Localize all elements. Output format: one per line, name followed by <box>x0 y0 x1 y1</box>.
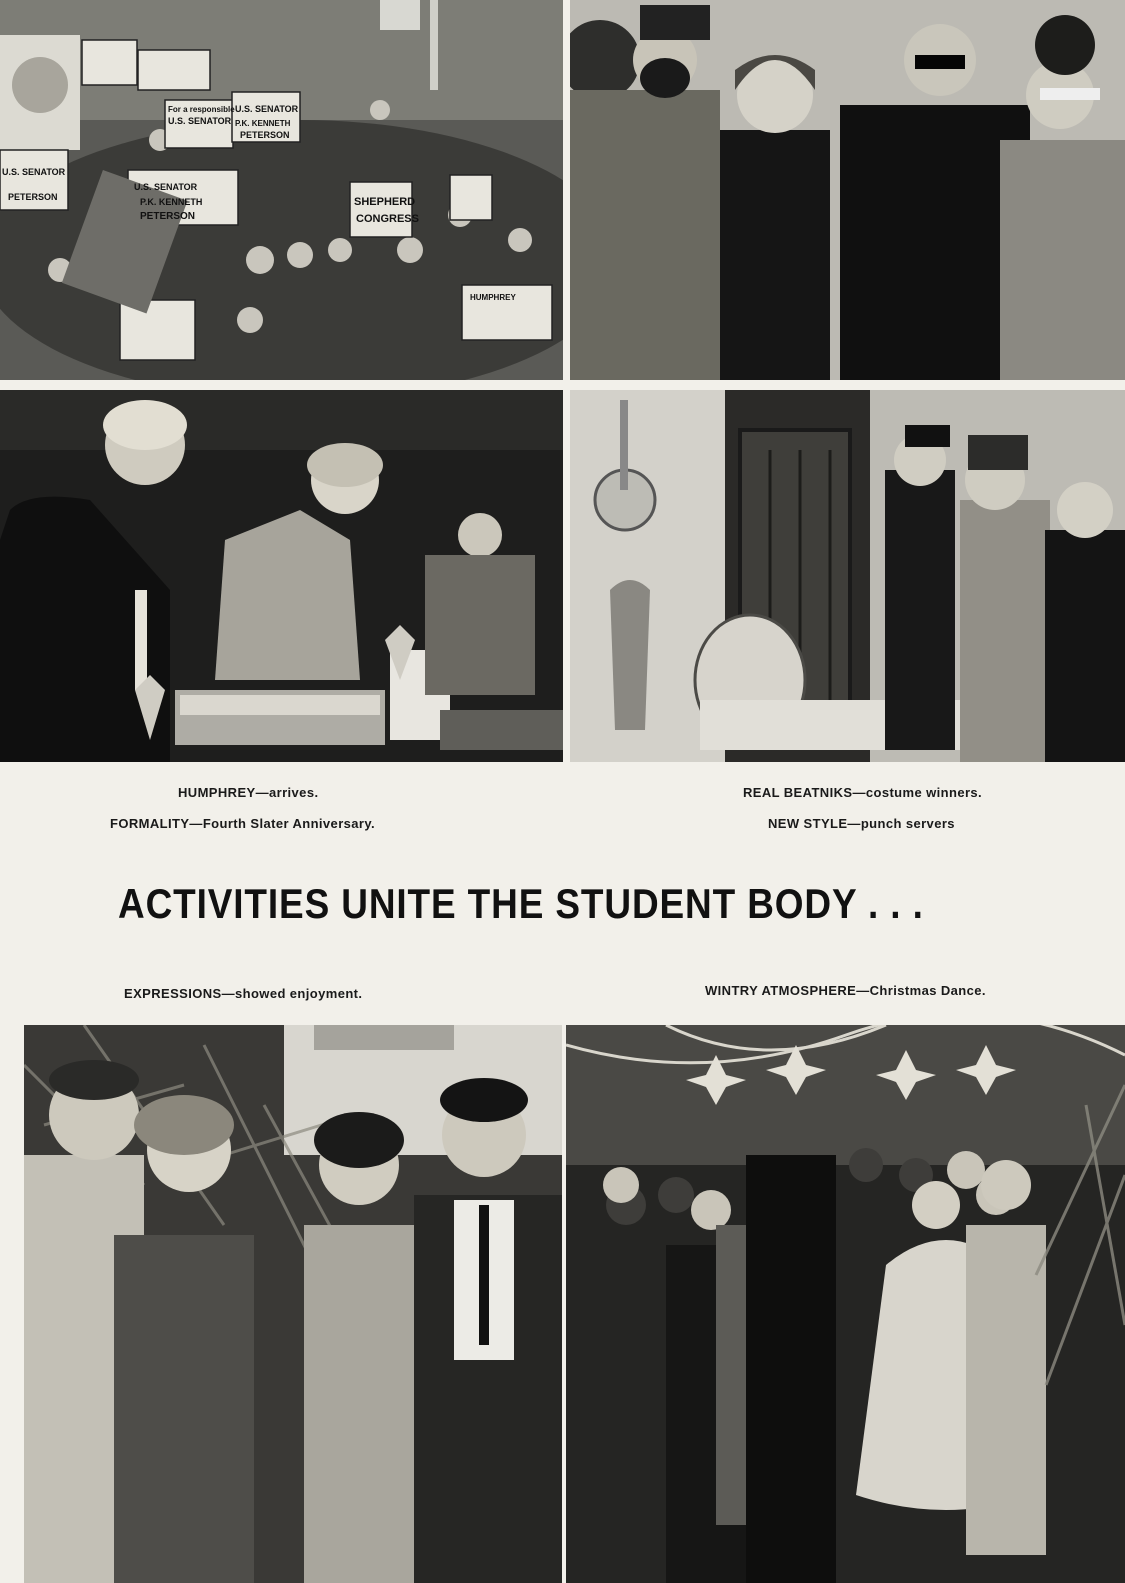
svg-text:CONGRESS: CONGRESS <box>356 213 419 225</box>
photo-slater-anniversary <box>0 390 563 762</box>
caption-expressions: EXPRESSIONS—showed enjoyment. <box>124 986 363 1001</box>
svg-text:U.S. SENATOR: U.S. SENATOR <box>134 182 198 192</box>
svg-text:HUMPHREY: HUMPHREY <box>470 293 516 302</box>
photo-beatnik-costumes <box>570 0 1125 380</box>
svg-text:PETERSON: PETERSON <box>8 192 58 202</box>
caption-punch-servers: NEW STYLE—punch servers <box>768 816 955 831</box>
svg-text:PETERSON: PETERSON <box>140 211 196 222</box>
caption-formality: FORMALITY—Fourth Slater Anniversary. <box>110 816 376 831</box>
photo-punch-servers <box>570 390 1125 762</box>
svg-text:U.S. SENATOR: U.S. SENATOR <box>168 116 232 126</box>
photo-humphrey-rally <box>0 0 563 380</box>
caption-beatniks: REAL BEATNIKS—costume winners. <box>743 785 983 800</box>
svg-text:P.K. KENNETH: P.K. KENNETH <box>140 197 203 207</box>
photo-christmas-dance <box>566 1025 1125 1583</box>
svg-text:U.S. SENATOR: U.S. SENATOR <box>235 104 299 114</box>
caption-wintry-atmosphere: WINTRY ATMOSPHERE—Christmas Dance. <box>705 983 986 998</box>
svg-text:For a responsible: For a responsible <box>168 105 235 114</box>
svg-text:U.S. SENATOR: U.S. SENATOR <box>2 167 66 177</box>
svg-text:P.K. KENNETH: P.K. KENNETH <box>235 119 291 128</box>
page-headline: ACTIVITIES UNITE THE STUDENT BODY . . . <box>118 880 924 927</box>
svg-text:PETERSON: PETERSON <box>240 130 290 140</box>
caption-humphrey: HUMPHREY—arrives. <box>178 785 319 800</box>
photo-students-enjoyment <box>24 1025 562 1583</box>
svg-text:SHEPHERD: SHEPHERD <box>354 196 416 208</box>
